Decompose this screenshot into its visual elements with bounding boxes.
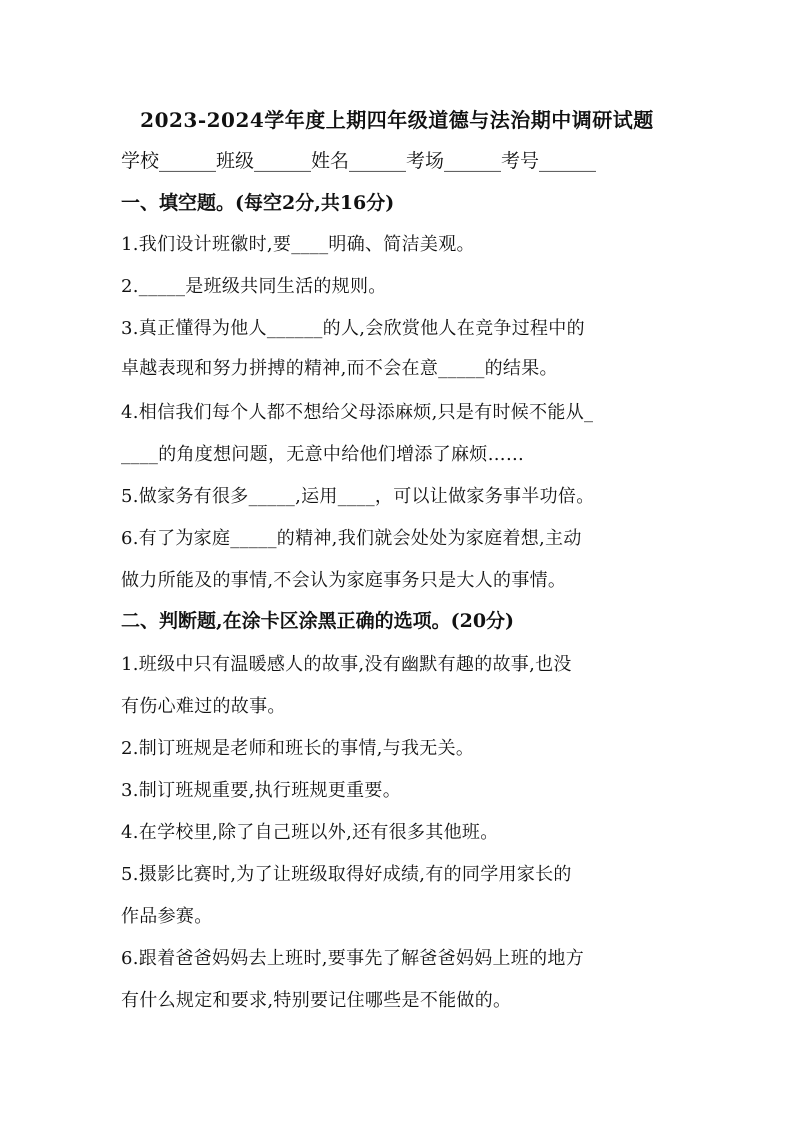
judge-question-line: 4.在学校里,除了自己班以外,还有很多其他班。 <box>121 822 499 843</box>
judge-question-line: 有伤心难过的故事。 <box>121 696 286 717</box>
fill-question-line: 3.真正懂得为他人______的人,会欣赏他人在竞争过程中的 <box>121 318 585 339</box>
judge-question-line: 有什么规定和要求,特别要记住哪些是不能做的。 <box>121 990 512 1011</box>
student-info-line: 学校______班级______姓名______考场______考号______ <box>121 150 597 172</box>
judge-question-line: 作品参赛。 <box>121 906 213 927</box>
fill-question-line: 4.相信我们每个人都不想给父母添麻烦,只是有时候不能从_ <box>121 402 594 423</box>
judge-question-line: 5.摄影比赛时,为了让班级取得好成绩,有的同学用家长的 <box>121 864 572 885</box>
judge-question-line: 3.制订班规重要,执行班规更重要。 <box>121 780 401 801</box>
judge-question-line: 1.班级中只有温暖感人的故事,没有幽默有趣的故事,也没 <box>121 654 572 675</box>
exam-title: 2023-2024学年度上期四年级道德与法治期中调研试题 <box>140 108 654 132</box>
fill-question-line: 卓越表现和努力拼搏的精神,而不会在意_____的结果。 <box>121 358 558 379</box>
fill-question-line: 6.有了为家庭_____的精神,我们就会处处为家庭着想,主动 <box>121 528 582 549</box>
fill-question-line: 做力所能及的事情,不会认为家庭事务只是大人的事情。 <box>121 570 567 591</box>
judge-question-line: 2.制订班规是老师和班长的事情,与我无关。 <box>121 738 475 759</box>
section-1-heading: 一、填空题。(每空2分,共16分) <box>121 192 395 214</box>
fill-question-line: 2._____是班级共同生活的规则。 <box>121 276 387 297</box>
fill-question-line: 1.我们设计班徽时,要____明确、简洁美观。 <box>121 234 475 255</box>
section-2-heading: 二、判断题,在涂卡区涂黑正确的选项。(20分) <box>121 610 515 632</box>
fill-question-line: ____的角度想问题，无意中给他们增添了麻烦…… <box>121 444 525 465</box>
judge-question-line: 6.跟着爸爸妈妈去上班时,要事先了解爸爸妈妈上班的地方 <box>121 948 584 969</box>
fill-question-line: 5.做家务有很多_____,运用____，可以让做家务事半功倍。 <box>121 486 595 507</box>
